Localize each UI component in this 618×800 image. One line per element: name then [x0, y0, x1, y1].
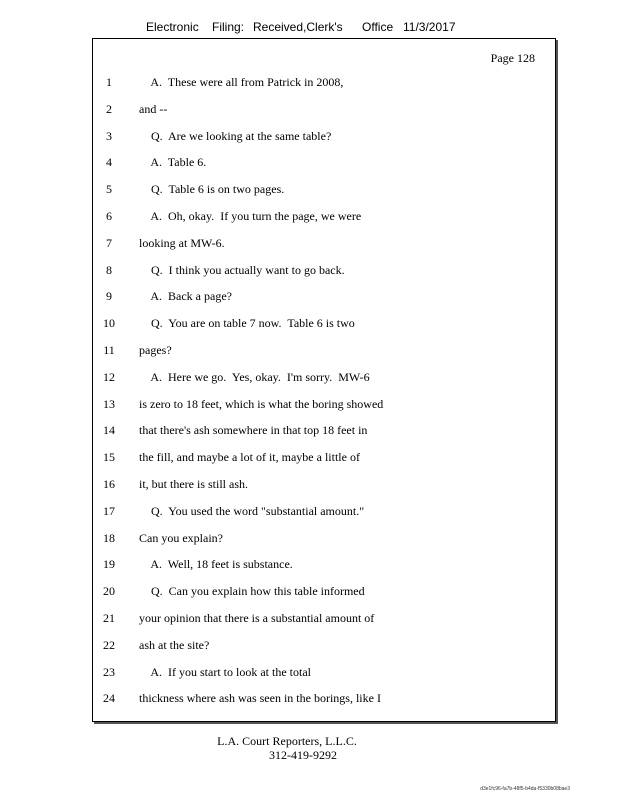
line-number: 5 [106, 182, 112, 197]
line-number: 19 [103, 557, 115, 572]
court-reporter-phone: 312-419-9292 [269, 748, 337, 762]
transcript-line [93, 180, 533, 198]
transcript-line [93, 368, 533, 386]
filing-word-office: Office [362, 20, 394, 34]
line-text: Q. Are we looking at the same table? [139, 128, 332, 143]
line-text: is zero to 18 feet, which is what the boring showed [139, 396, 384, 411]
line-number: 10 [103, 316, 115, 331]
line-text: the fill, and maybe a lot of it, maybe a little of [139, 450, 360, 465]
transcript-line [93, 314, 533, 332]
line-number: 15 [103, 450, 115, 465]
line-number: 2 [106, 101, 112, 116]
filing-word-filing: Filing: [212, 20, 245, 34]
transcript-line [93, 689, 533, 707]
line-number: 12 [103, 369, 115, 384]
line-number: 21 [103, 611, 115, 625]
court-reporter-name: L.A. Court Reporters, L.L.C. [217, 734, 357, 748]
line-text: it, but there is still ash. [139, 477, 248, 491]
line-number: 1 [106, 75, 112, 89]
transcript-line [93, 153, 533, 171]
line-text: A. Here we go. Yes, okay. I'm sorry. MW-6 [139, 369, 370, 384]
line-text: Q. You used the word "substantial amount." [139, 503, 365, 518]
line-number: 9 [106, 289, 112, 304]
line-text: thickness where ash was seen in the borings, like I [139, 691, 381, 706]
line-number: 13 [103, 396, 115, 411]
filing-word-electronic: Electronic [146, 20, 199, 34]
line-text: A. If you start to look at the total [139, 664, 311, 679]
transcript-line [93, 582, 533, 600]
transcript-line [93, 207, 533, 225]
line-text: that there's ash somewhere in that top 18 feet in [139, 423, 368, 438]
line-number: 17 [103, 503, 115, 518]
document-hash: d3e1fc96-fa7b-48f5-b4da-f5330b08bae3 [480, 786, 570, 792]
line-number: 6 [106, 209, 112, 223]
line-text: looking at MW-6. [139, 235, 225, 250]
transcript-page [92, 38, 556, 722]
filing-date: 11/3/2017 [403, 20, 456, 34]
line-text: Q. I think you actually want to go back. [139, 262, 345, 277]
line-number: 7 [106, 235, 112, 250]
line-text: Q. You are on table 7 now. Table 6 is two [139, 316, 355, 331]
transcript-line [93, 421, 533, 439]
line-number: 3 [106, 128, 112, 143]
line-text: Can you explain? [139, 530, 223, 545]
transcript-line [93, 100, 533, 118]
line-number: 4 [106, 155, 112, 170]
transcript-line [93, 73, 533, 91]
line-text: A. These were all from Patrick in 2008, [139, 75, 344, 89]
line-number: 11 [103, 343, 115, 357]
line-number: 24 [103, 691, 115, 706]
transcript-line [93, 663, 533, 681]
transcript-line [93, 609, 533, 627]
page-number: Page 128 [490, 51, 535, 65]
transcript-line [93, 555, 533, 573]
line-number: 20 [103, 584, 115, 599]
line-number: 14 [103, 423, 115, 438]
line-number: 22 [103, 637, 115, 652]
line-text: and -- [139, 101, 168, 116]
line-text: Q. Table 6 is on two pages. [139, 182, 285, 197]
line-text: ash at the site? [139, 637, 210, 652]
line-number: 16 [103, 477, 115, 491]
filing-word-received: Received,Clerk's [253, 20, 343, 34]
transcript-line [93, 448, 533, 466]
electronic-filing-header [0, 20, 618, 38]
line-text: A. Table 6. [139, 155, 207, 170]
transcript-line [93, 287, 533, 305]
line-text: A. Back a page? [139, 289, 232, 304]
line-number: 23 [103, 664, 115, 679]
transcript-line [93, 475, 533, 493]
transcript-line [93, 127, 533, 145]
line-number: 8 [106, 262, 112, 277]
line-text: A. Oh, okay. If you turn the page, we were [139, 209, 362, 223]
transcript-line [93, 502, 533, 520]
transcript-line [93, 529, 533, 547]
transcript-line [93, 395, 533, 413]
line-number: 18 [103, 530, 115, 545]
transcript-line [93, 234, 533, 252]
transcript-line [93, 261, 533, 279]
transcript-line [93, 636, 533, 654]
line-text: A. Well, 18 feet is substance. [139, 557, 293, 572]
transcript-line [93, 341, 533, 359]
line-text: pages? [139, 343, 172, 357]
line-text: Q. Can you explain how this table informed [139, 584, 365, 599]
line-text: your opinion that there is a substantial amount of [139, 611, 375, 625]
